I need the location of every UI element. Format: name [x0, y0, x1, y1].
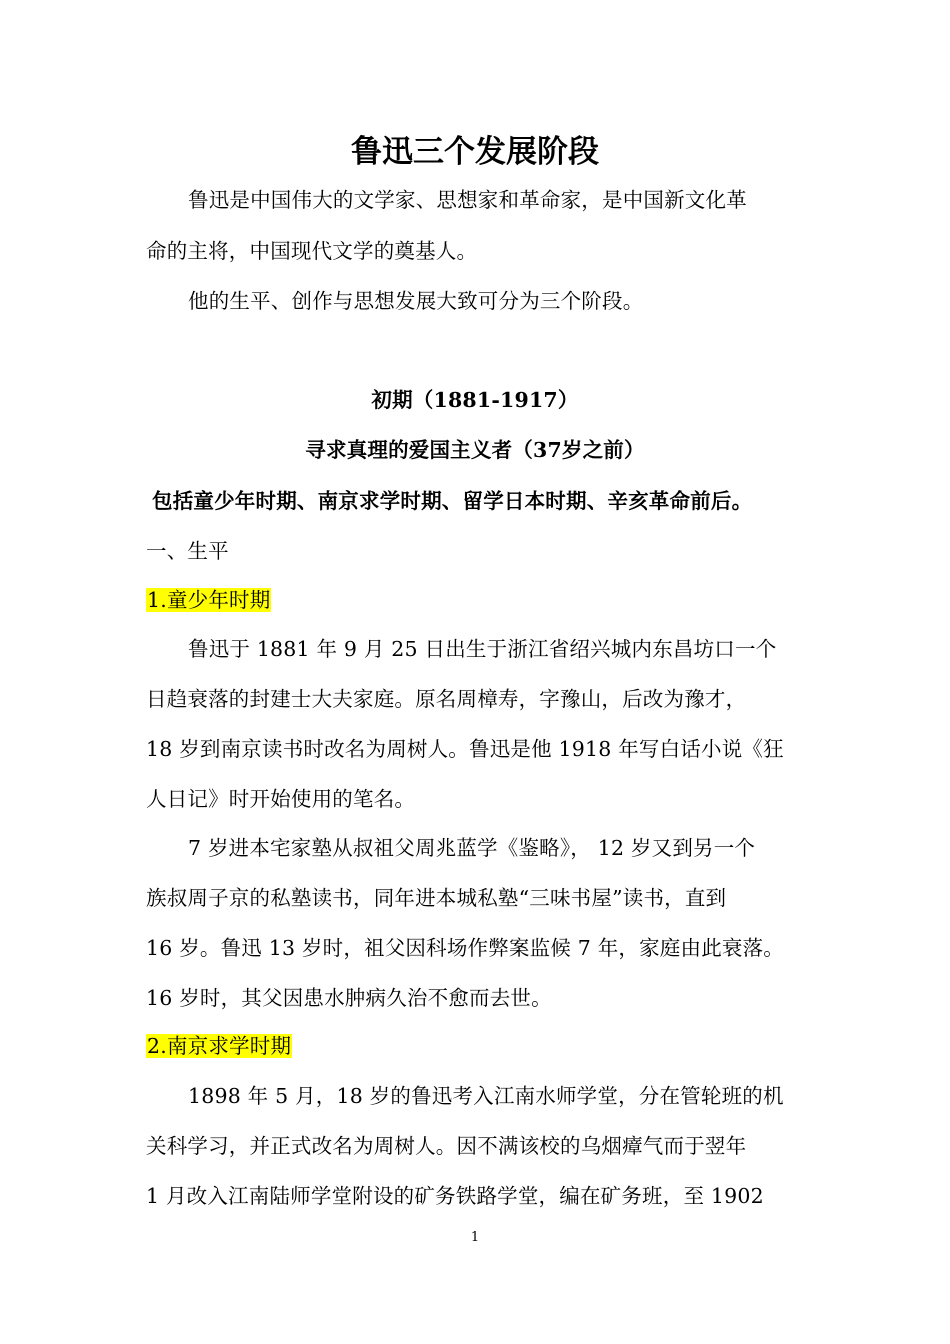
para1-line-2: 日趋衰落的封建士大夫家庭。原名周樟寿，字豫山，后改为豫才，: [146, 687, 747, 711]
para1-line-4: 人日记》时开始使用的笔名。: [146, 787, 416, 811]
para3-line-3: 1 月改入江南陆师学堂附设的矿务铁路学堂，编在矿务班，至 1902: [146, 1184, 764, 1208]
para1-line-1: 鲁迅于 1881 年 9 月 25 日出生于浙江省绍兴城内东昌坊口一个: [188, 637, 777, 661]
para3-line-1: 1898 年 5 月，18 岁的鲁迅考入江南水师学堂，分在管轮班的机: [188, 1084, 784, 1108]
section-heading: 一、生平: [146, 539, 229, 563]
stage-heading: 初期（1881-1917）: [371, 388, 579, 412]
para2-line-2: 族叔周子京的私塾读书，同年进本城私塾“三味书屋”读书，直到: [146, 886, 727, 910]
subsection-heading-1: [146, 586, 271, 614]
intro-line-2: 命的主将，中国现代文学的奠基人。: [146, 239, 478, 263]
highlighted-heading: 1.童少年时期: [147, 588, 271, 612]
para2-line-1: 7 岁进本宅家塾从叔祖父周兆蓝学《鉴略》， 12 岁又到另一个: [188, 836, 756, 860]
subsection-heading-2: [146, 1032, 292, 1060]
highlighted-heading: 2.南京求学时期: [147, 1034, 292, 1058]
para1-line-3: 18 岁到南京读书时改名为周树人。鲁迅是他 1918 年写白话小说《狂: [146, 737, 784, 761]
intro-line-3: 他的生平、创作与思想发展大致可分为三个阶段。: [188, 289, 644, 313]
document-title: 鲁迅三个发展阶段: [351, 134, 599, 170]
stage-subtitle: 寻求真理的爱国主义者（37岁之前）: [305, 438, 645, 462]
para2-line-3: 16 岁。鲁迅 13 岁时，祖父因科场作弊案监候 7 年，家庭由此衰落。: [146, 936, 784, 960]
intro-line-1: 鲁迅是中国伟大的文学家、思想家和革命家，是中国新文化革: [188, 188, 747, 212]
page-number: 1: [470, 1230, 480, 1245]
para3-line-2: 关科学习，并正式改名为周树人。因不满该校的乌烟瘴气而于翌年: [146, 1134, 747, 1158]
stage-scope: 包括童少年时期、南京求学时期、留学日本时期、辛亥革命前后。: [152, 489, 753, 513]
para2-line-4: 16 岁时，其父因患水肿病久治不愈而去世。: [146, 986, 552, 1010]
